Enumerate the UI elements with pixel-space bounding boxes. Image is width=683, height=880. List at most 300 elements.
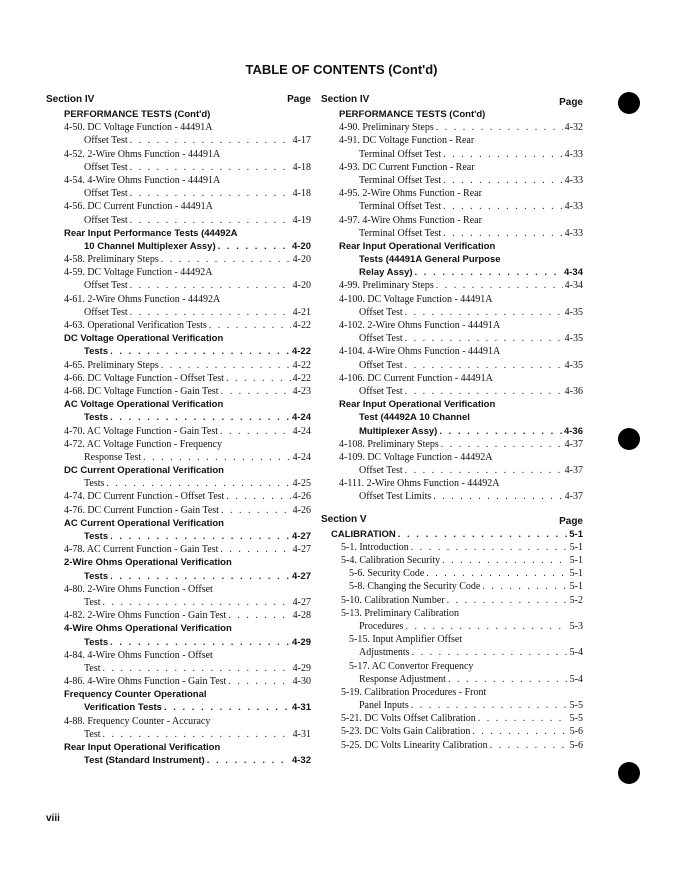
entry-title: Offset Test Limits: [359, 491, 432, 503]
dot-leader: [405, 620, 567, 633]
toc-entry: [321, 161, 583, 174]
entry-page-number: 4-24: [292, 425, 311, 437]
dot-leader: [472, 725, 567, 738]
toc-entry: [321, 372, 583, 385]
entry-title: 10 Channel Multiplexer Assy): [84, 240, 216, 252]
dot-leader: [226, 490, 290, 503]
dot-leader: [130, 214, 291, 227]
dot-leader: [110, 345, 290, 358]
entry-title: 4-66. DC Voltage Function - Offset Test: [64, 372, 224, 384]
toc-entry: [46, 596, 311, 609]
dot-leader: [103, 728, 291, 741]
entry-page-number: 5-1: [569, 541, 583, 553]
toc-entry: [46, 701, 311, 714]
page-number: viii: [46, 813, 60, 824]
toc-entry: [321, 477, 583, 490]
entry-title: 4-106. DC Current Function - 44491A: [339, 372, 493, 384]
entry-page-number: 4-22: [291, 346, 311, 358]
entry-title: 4-108. Preliminary Steps: [339, 438, 439, 450]
toc-entry: [321, 528, 583, 541]
dot-leader: [226, 372, 291, 385]
entry-title: 5-4. Calibration Security: [341, 555, 441, 566]
section-header: [321, 94, 583, 108]
toc-entry: [321, 385, 583, 398]
entry-title: Offset Test: [84, 161, 128, 173]
dot-leader: [130, 279, 291, 292]
entry-title: 4-82. 2-Wire Ohms Function - Gain Test: [64, 610, 227, 622]
entry-page-number: 4-32: [291, 755, 311, 767]
dot-leader: [207, 754, 290, 767]
dot-leader: [442, 554, 568, 567]
entry-title: 5-17. AC Convertor Frequency: [349, 660, 474, 672]
dot-leader: [433, 490, 562, 503]
entry-page-number: 5-1: [569, 555, 583, 566]
entry-title: Terminal Offset Test: [359, 174, 442, 186]
entry-page-number: 4-23: [292, 385, 311, 397]
entry-title: 2-Wire Ohms Operational Verification: [64, 557, 232, 569]
toc-entry: [46, 372, 311, 385]
entry-title: Offset Test: [84, 280, 128, 292]
dot-leader: [405, 359, 563, 372]
dot-leader: [228, 609, 290, 622]
entry-page-number: 4-26: [292, 504, 311, 516]
dot-leader: [443, 227, 563, 240]
toc-entry: [321, 464, 583, 477]
dot-leader: [405, 332, 563, 345]
entry-title: Offset Test: [359, 465, 403, 477]
dot-leader: [110, 636, 290, 649]
toc-entry: [321, 686, 583, 699]
page-column-label: Page: [559, 97, 583, 108]
entry-title: Tests: [84, 636, 109, 648]
toc-entry: [321, 240, 583, 253]
entry-page-number: 4-29: [291, 636, 311, 648]
entry-page-number: 5-4: [569, 673, 583, 685]
entry-title: 4-109. DC Voltage Function - 44492A: [339, 451, 493, 463]
entry-title: 4-102. 2-Wire Ohms Function - 44491A: [339, 320, 501, 331]
entry-title: Procedures: [359, 620, 404, 632]
dot-leader: [443, 200, 563, 213]
entry-title: 4-Wire Ohms Operational Verification: [64, 623, 232, 635]
dot-leader: [161, 253, 291, 266]
entry-title: Offset Test: [84, 135, 128, 147]
toc-entry: [46, 636, 311, 649]
entry-title: PERFORMANCE TESTS (Cont'd): [64, 109, 211, 120]
toc-entry: [46, 148, 311, 161]
toc-entry: [321, 253, 583, 266]
entry-title: PERFORMANCE TESTS (Cont'd): [339, 109, 486, 120]
toc-entry: [46, 688, 311, 701]
dot-leader: [436, 279, 563, 292]
section-label: Section IV: [46, 94, 95, 105]
dot-leader: [221, 385, 291, 398]
toc-entry: [46, 411, 311, 424]
entry-page-number: 4-36: [563, 425, 583, 437]
toc-entry: [46, 174, 311, 187]
entry-title: 4-80. 2-Wire Ohms Function - Offset: [64, 583, 213, 595]
dot-leader: [161, 359, 291, 372]
toc-entry: [46, 161, 311, 174]
entry-title: Response Test: [84, 451, 142, 463]
entry-title: Tests: [84, 570, 109, 582]
toc-entry: [46, 570, 311, 583]
toc-entry: [321, 620, 583, 633]
toc-entry: [46, 728, 311, 741]
entry-title: 4-99. Preliminary Steps: [339, 280, 434, 292]
entry-title: 4-90. Preliminary Steps: [339, 122, 434, 134]
entry-page-number: 4-30: [292, 676, 311, 688]
toc-entry: [46, 438, 311, 451]
entry-page-number: 4-33: [564, 227, 583, 239]
entry-page-number: 4-33: [564, 148, 583, 160]
toc-entry: [46, 490, 311, 503]
dot-leader: [412, 646, 568, 659]
entry-title: AC Current Operational Verification: [64, 517, 224, 529]
entry-page-number: 4-20: [292, 254, 311, 266]
entry-page-number: 4-26: [292, 491, 311, 503]
entry-page-number: 5-1: [569, 581, 583, 593]
entry-page-number: 4-19: [292, 214, 311, 226]
entry-page-number: 4-22: [292, 320, 311, 331]
dot-leader: [426, 567, 567, 580]
dot-leader: [110, 570, 290, 583]
toc-entry: [46, 530, 311, 543]
entry-title: 4-78. AC Current Function - Gain Test: [64, 544, 219, 556]
toc-entry: [321, 345, 583, 358]
binder-hole: [618, 762, 640, 784]
toc-entry: [321, 541, 583, 554]
entry-title: 4-52. 2-Wire Ohms Function - 44491A: [64, 148, 221, 160]
dot-leader: [441, 438, 563, 451]
entry-title: Offset Test: [84, 214, 128, 226]
toc-entry: [321, 174, 583, 187]
entry-title: Panel Inputs: [359, 700, 409, 712]
dot-leader: [405, 306, 563, 319]
entry-title: Rear Input Operational Verification: [339, 399, 496, 411]
entry-title: 4-97. 4-Wire Ohms Function - Rear: [339, 214, 482, 226]
page-title: TABLE OF CONTENTS (Cont'd): [245, 62, 438, 77]
entry-title: 4-70. AC Voltage Function - Gain Test: [64, 425, 219, 437]
toc-entry: [321, 200, 583, 213]
toc-entry: [46, 253, 311, 266]
entry-title: Offset Test: [84, 188, 128, 200]
toc-entry: [321, 567, 583, 580]
toc-entry: [46, 266, 311, 279]
toc-entry: [321, 319, 583, 332]
entry-title: 4-59. DC Voltage Function - 44492A: [64, 267, 213, 279]
entry-title: Terminal Offset Test: [359, 148, 442, 160]
toc-entry: [46, 279, 311, 292]
toc-entry: [321, 306, 583, 319]
toc-entry: [321, 646, 583, 659]
toc-entry: [46, 583, 311, 596]
entry-page-number: 4-36: [564, 385, 583, 397]
toc-entry: [321, 214, 583, 227]
toc-entry: [321, 712, 583, 725]
toc-entry: [321, 134, 583, 147]
entry-page-number: 4-31: [292, 728, 311, 740]
dot-leader: [130, 187, 291, 200]
toc-entry: [321, 594, 583, 607]
entry-page-number: 4-22: [292, 372, 311, 384]
entry-title: 5-10. Calibration Number: [341, 594, 445, 606]
dot-leader: [448, 673, 568, 686]
entry-page-number: 4-27: [292, 544, 311, 556]
toc-entry: [46, 332, 311, 345]
toc-entry: [46, 108, 311, 121]
entry-title: 4-65. Preliminary Steps: [64, 359, 159, 371]
entry-page-number: 4-22: [292, 359, 311, 371]
toc-entry: [46, 556, 311, 569]
dot-leader: [405, 385, 563, 398]
toc-entry: [46, 477, 311, 490]
toc-entry: [46, 385, 311, 398]
entry-page-number: 5-6: [569, 726, 583, 738]
section-header: [46, 94, 311, 108]
entry-title: Test (44492A 10 Channel: [359, 412, 470, 424]
entry-page-number: 4-25: [292, 478, 311, 490]
entry-title: 4-54. 4-Wire Ohms Function - 44491A: [64, 174, 221, 186]
toc-entry: [46, 504, 311, 517]
dot-leader: [143, 451, 290, 464]
entry-title: 4-58. Preliminary Steps: [64, 254, 159, 266]
entry-page-number: 5-5: [569, 713, 583, 725]
entry-page-number: 5-6: [569, 739, 583, 751]
entry-title: 5-21. DC Volts Offset Calibration: [341, 713, 476, 725]
entry-title: Offset Test: [359, 359, 403, 371]
toc-entry: [46, 451, 311, 464]
entry-title: Rear Input Performance Tests (44492A: [64, 227, 238, 239]
toc-entry: [46, 121, 311, 134]
entry-title: Test: [84, 662, 101, 674]
toc-entry: [321, 266, 583, 279]
toc-entries: [321, 108, 583, 504]
entry-title: Terminal Offset Test: [359, 201, 442, 213]
toc-entry: [321, 293, 583, 306]
toc-entry: [46, 425, 311, 438]
entry-page-number: 4-20: [292, 280, 311, 292]
section-label: Section IV: [321, 94, 370, 105]
toc-entry: [46, 543, 311, 556]
entry-title: Test: [84, 728, 101, 740]
entry-title: 4-56. DC Current Function - 44491A: [64, 201, 213, 213]
dot-leader: [106, 477, 290, 490]
toc-entry: [46, 464, 311, 477]
dot-leader: [228, 675, 290, 688]
toc-entry: [46, 622, 311, 635]
toc-entry: [46, 200, 311, 213]
entry-title: Relay Assy): [359, 267, 413, 279]
dot-leader: [405, 464, 563, 477]
toc-entry: [46, 662, 311, 675]
entry-page-number: 4-24: [291, 412, 311, 424]
dot-leader: [436, 121, 563, 134]
entry-page-number: 4-37: [564, 465, 583, 477]
toc-entry: [321, 673, 583, 686]
toc-entry: [46, 240, 311, 253]
toc-column-right: [321, 94, 583, 752]
entry-title: Tests: [84, 412, 109, 424]
entry-page-number: 4-18: [292, 188, 311, 200]
toc-entry: [321, 359, 583, 372]
dot-leader: [220, 425, 291, 438]
toc-entry: [46, 319, 311, 332]
toc-entry: [321, 554, 583, 567]
page-column-label: Page: [559, 515, 583, 527]
dot-leader: [439, 425, 562, 438]
entry-title: 4-63. Operational Verification Tests: [64, 320, 207, 331]
toc-entry: [321, 607, 583, 620]
toc-entry: [46, 754, 311, 767]
toc-entry: [321, 121, 583, 134]
entry-title: 4-72. AC Voltage Function - Frequency: [64, 438, 222, 450]
entry-page-number: 4-37: [564, 491, 583, 503]
toc-column-left: [46, 94, 311, 767]
section-label: Section V: [321, 513, 367, 525]
dot-leader: [110, 411, 290, 424]
toc-entry: [321, 398, 583, 411]
entry-title: DC Current Operational Verification: [64, 465, 224, 477]
entry-title: Frequency Counter Operational: [64, 689, 207, 701]
toc-entry: [321, 425, 583, 438]
dot-leader: [164, 701, 290, 714]
toc-entry: [46, 187, 311, 200]
dot-leader: [443, 148, 563, 161]
entry-title: Terminal Offset Test: [359, 227, 442, 239]
entry-page-number: 4-31: [291, 702, 311, 714]
toc-entry: [46, 517, 311, 530]
entry-title: AC Voltage Operational Verification: [64, 399, 224, 411]
toc-entry: [321, 699, 583, 712]
entry-page-number: 4-17: [292, 135, 311, 147]
toc-entry: [46, 293, 311, 306]
entry-title: Offset Test: [359, 385, 403, 397]
entry-page-number: 5-1: [569, 528, 583, 540]
entry-title: 5-13. Preliminary Calibration: [341, 607, 460, 619]
entry-title: 4-88. Frequency Counter - Accuracy: [64, 715, 211, 727]
entry-page-number: 5-5: [569, 700, 583, 712]
toc-entry: [46, 715, 311, 728]
entry-page-number: 5-3: [569, 620, 583, 632]
dot-leader: [130, 306, 291, 319]
entry-title: 4-95. 2-Wire Ohms Function - Rear: [339, 188, 482, 200]
dot-leader: [110, 530, 290, 543]
entry-page-number: 4-27: [291, 570, 311, 582]
toc-entry: [46, 214, 311, 227]
entry-page-number: 4-18: [292, 161, 311, 173]
entry-title: 4-74. DC Current Function - Offset Test: [64, 491, 225, 503]
toc-entry: [321, 108, 583, 121]
section-header: [321, 514, 583, 528]
entry-page-number: 5-1: [569, 568, 583, 580]
toc-entry: [46, 359, 311, 372]
entry-title: 5-15. Input Amplifier Offset: [349, 634, 463, 646]
toc-entry: [321, 279, 583, 292]
toc-entry: [321, 148, 583, 161]
entry-page-number: 4-29: [292, 662, 311, 674]
dot-leader: [482, 580, 567, 593]
entry-title: Tests (44491A General Purpose: [359, 254, 501, 266]
entry-title: Response Adjustment: [359, 673, 446, 685]
dot-leader: [411, 541, 568, 554]
entry-page-number: 4-20: [291, 240, 311, 252]
entry-page-number: 4-34: [564, 280, 583, 292]
toc-entries: [46, 108, 311, 767]
toc-entry: [46, 306, 311, 319]
toc-entry: [46, 227, 311, 240]
entry-title: CALIBRATION: [331, 528, 396, 540]
toc-entries: [321, 528, 583, 752]
entry-title: Tests: [84, 346, 109, 358]
entry-page-number: 4-35: [564, 359, 583, 371]
entry-title: Tests: [84, 531, 109, 542]
toc-entry: [321, 580, 583, 593]
entry-title: 4-86. 4-Wire Ohms Function - Gain Test: [64, 676, 227, 688]
entry-title: 4-50. DC Voltage Function - 44491A: [64, 122, 213, 134]
toc-entry: [46, 649, 311, 662]
entry-title: 4-100. DC Voltage Function - 44491A: [339, 293, 493, 305]
dot-leader: [209, 319, 291, 332]
toc-entry: [46, 398, 311, 411]
toc-entry: [321, 739, 583, 752]
entry-page-number: 5-4: [569, 647, 583, 659]
entry-page-number: 4-34: [563, 267, 583, 279]
toc-entry: [321, 725, 583, 738]
entry-page-number: 4-35: [564, 306, 583, 318]
entry-title: Rear Input Operational Verification: [64, 742, 221, 753]
entry-title: 4-104. 4-Wire Ohms Function - 44491A: [339, 346, 501, 358]
dot-leader: [490, 739, 568, 752]
entry-title: 5-6. Security Code: [349, 568, 425, 580]
toc-entry: [321, 411, 583, 424]
toc-entry: [321, 187, 583, 200]
entry-title: Offset Test: [359, 333, 403, 345]
entry-page-number: 4-27: [291, 531, 311, 542]
toc-entry: [46, 609, 311, 622]
page-column-label: Page: [287, 94, 311, 105]
toc-entry: [321, 332, 583, 345]
entry-page-number: 4-32: [564, 122, 583, 134]
entry-title: 4-76. DC Current Function - Gain Test: [64, 504, 219, 516]
entry-page-number: 4-33: [564, 174, 583, 186]
entry-title: Multiplexer Assy): [359, 425, 438, 437]
toc-entry: [46, 741, 311, 754]
toc-entry: [321, 660, 583, 673]
entry-title: 4-93. DC Current Function - Rear: [339, 161, 475, 173]
entry-title: 4-68. DC Voltage Function - Gain Test: [64, 385, 219, 397]
dot-leader: [218, 240, 290, 253]
dot-leader: [130, 161, 291, 174]
entry-title: 5-1. Introduction: [341, 541, 409, 553]
entry-page-number: 4-33: [564, 201, 583, 213]
entry-page-number: 4-35: [564, 333, 583, 345]
dot-leader: [398, 528, 568, 541]
entry-title: Tests: [84, 478, 105, 490]
dot-leader: [130, 134, 291, 147]
entry-title: Offset Test: [359, 306, 403, 318]
toc-entry: [46, 134, 311, 147]
entry-title: Verification Tests: [84, 702, 162, 714]
entry-title: 4-84. 4-Wire Ohms Function - Offset: [64, 649, 213, 661]
entry-title: 5-23. DC Volts Gain Calibration: [341, 726, 471, 738]
entry-title: 5-25. DC Volts Linearity Calibration: [341, 739, 488, 751]
entry-page-number: 4-24: [292, 451, 311, 463]
toc-entry: [321, 490, 583, 503]
entry-page-number: 4-27: [292, 596, 311, 608]
binder-hole: [618, 428, 640, 450]
entry-page-number: 5-2: [569, 594, 583, 606]
dot-leader: [103, 662, 291, 675]
